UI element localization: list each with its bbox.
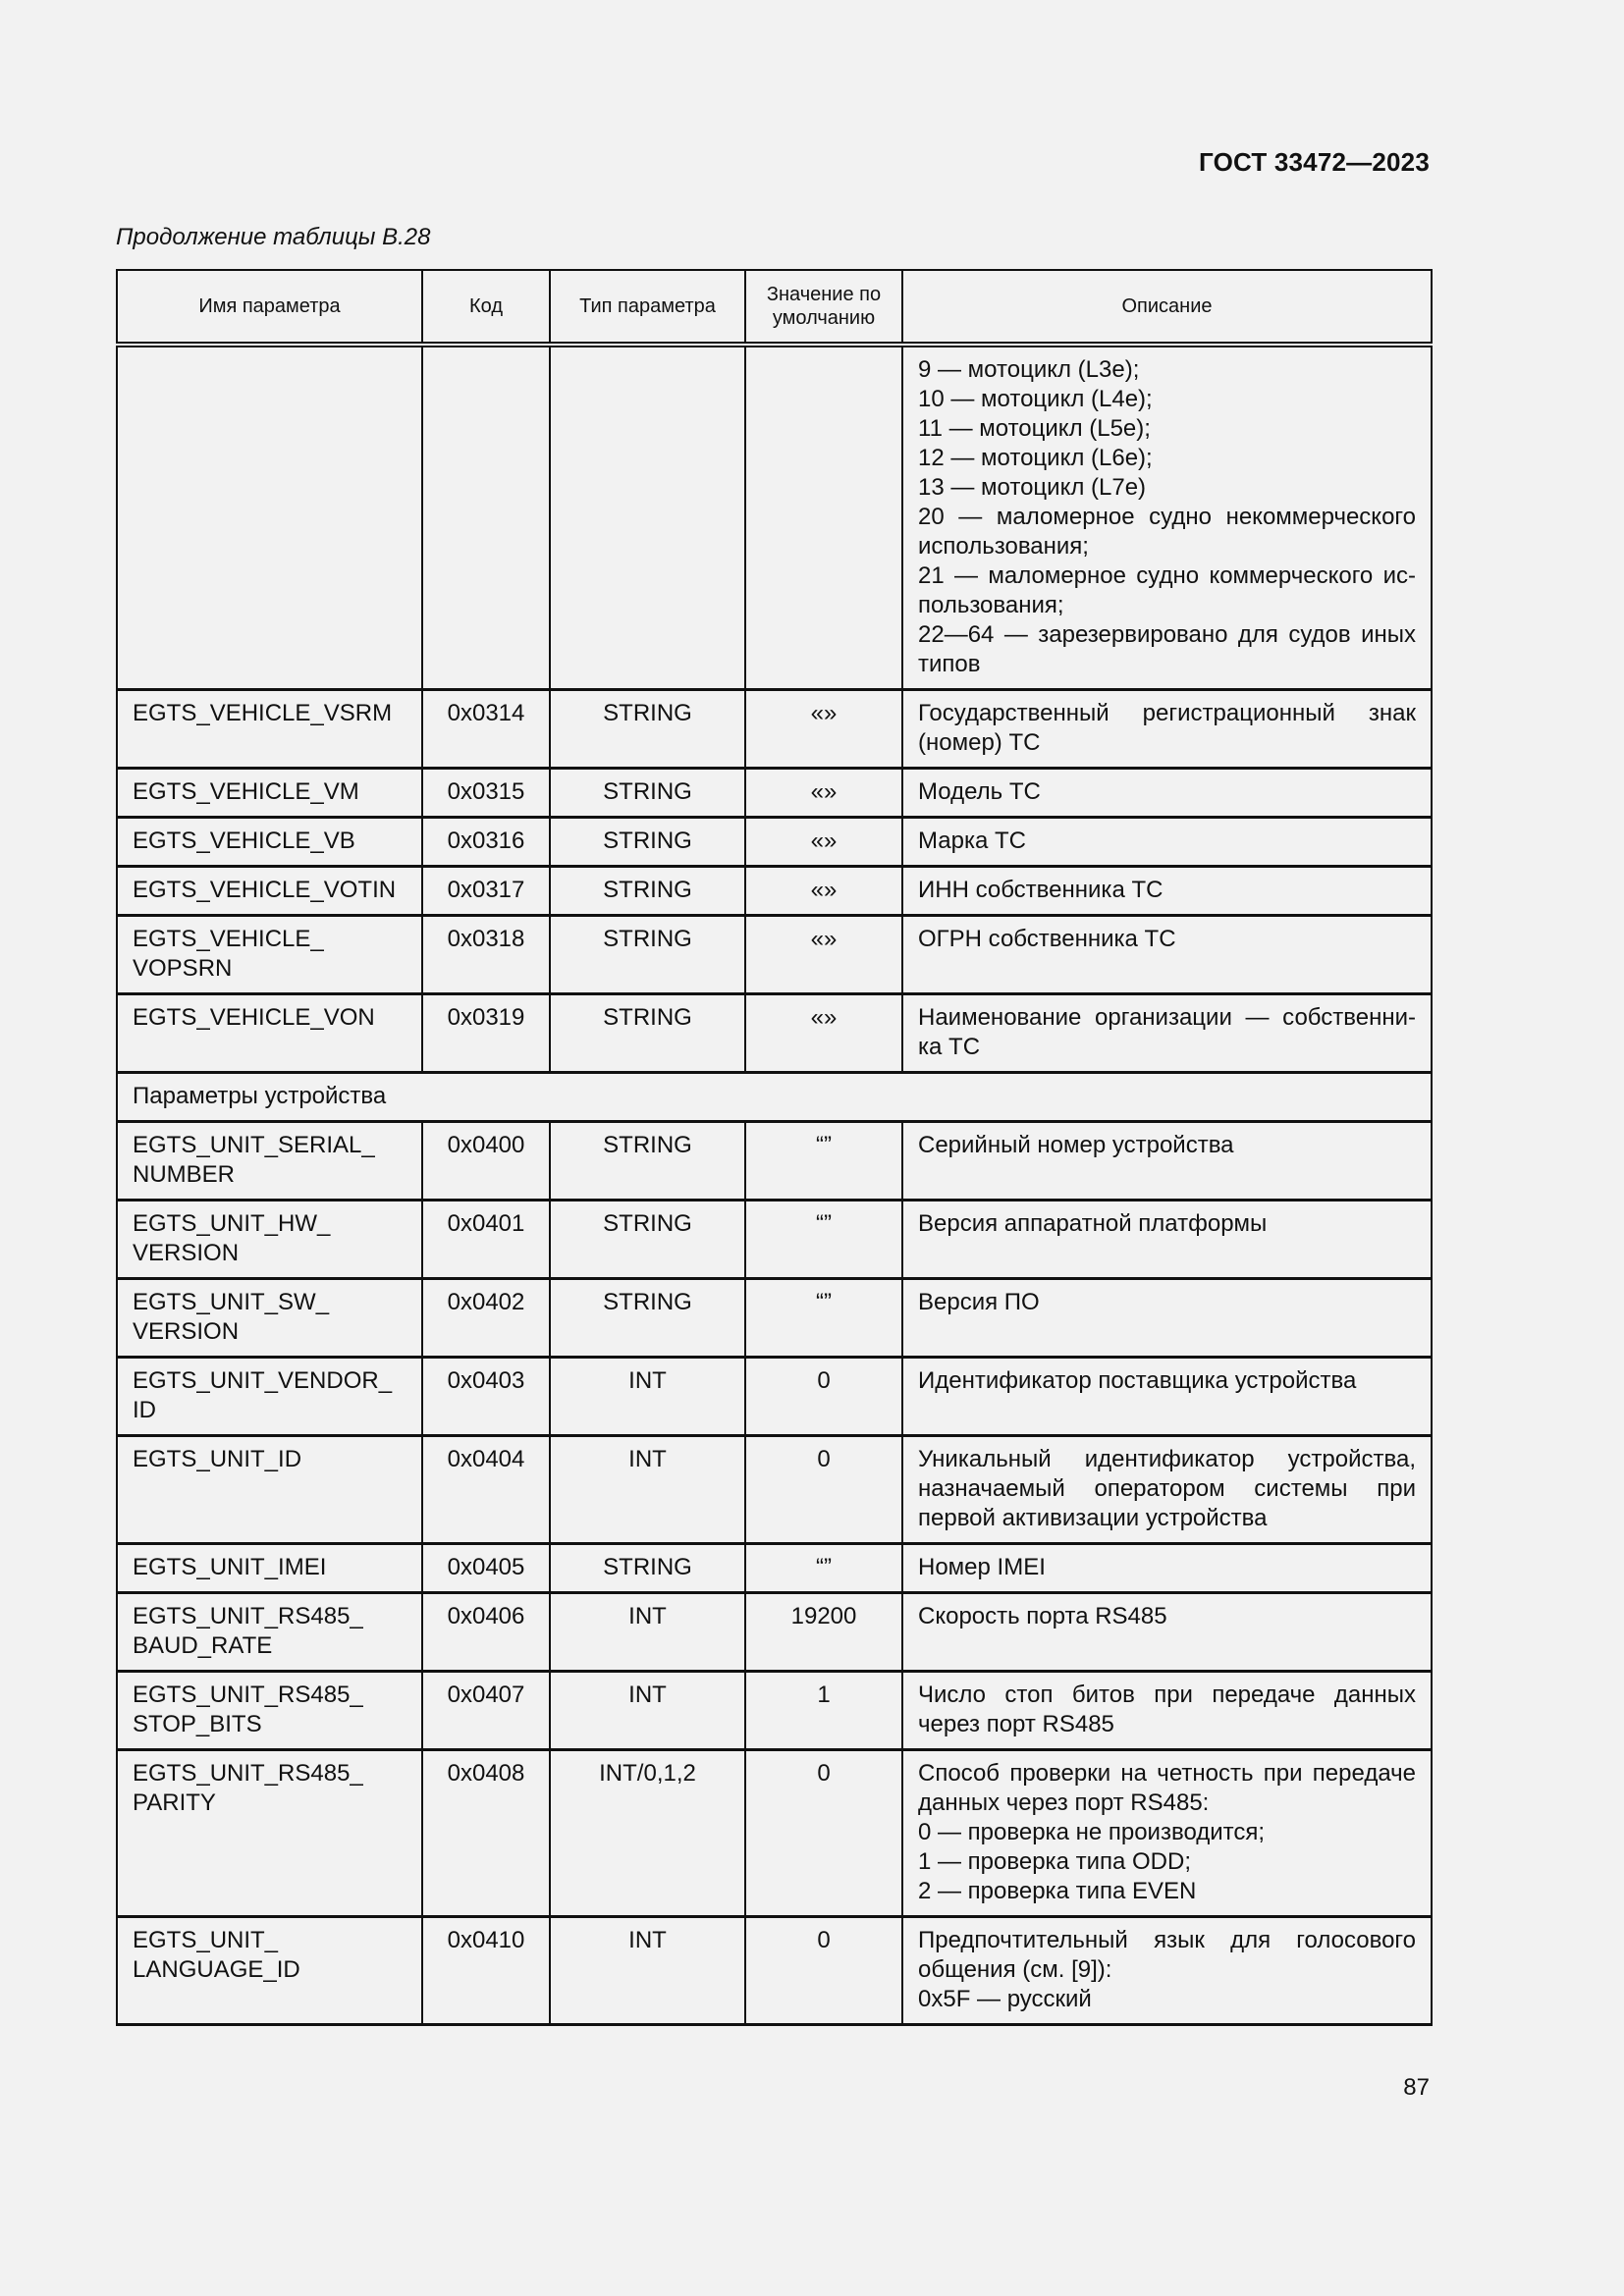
description-cell [902, 916, 1432, 994]
description-cell [902, 1122, 1432, 1201]
standard-number: ГОСТ 33472—2023 [1199, 147, 1430, 177]
description-line: 13 — мотоцикл (L7e) [918, 474, 1147, 501]
description-line: 11 — мотоцикл (L5e); [918, 415, 1151, 442]
default-value-cell: «» [745, 867, 902, 916]
description-cell [902, 1358, 1432, 1436]
param-type-cell: STRING [550, 916, 745, 994]
param-name-line: STOP_BITS [133, 1711, 262, 1737]
description-line: данных через порт RS485: [918, 1789, 1210, 1816]
description-line: 20 — маломерное судно некоммерческого [918, 504, 1416, 530]
param-name-cell [117, 1593, 422, 1672]
code-cell: 0x0316 [422, 818, 550, 867]
param-name-line: EGTS_UNIT_SERIAL_ [133, 1132, 375, 1158]
param-name-cell [117, 1672, 422, 1750]
param-name-cell [117, 1201, 422, 1279]
default-value-cell: “” [745, 1122, 902, 1201]
table-row [117, 690, 1432, 769]
description-cell [902, 1593, 1432, 1672]
description-line: Модель ТС [918, 778, 1041, 805]
param-name-line: PARITY [133, 1789, 216, 1816]
param-name-line: EGTS_UNIT_RS485_ [133, 1760, 363, 1787]
header-description: Описание [902, 270, 1432, 345]
default-value-cell: «» [745, 916, 902, 994]
param-type-cell: INT [550, 1358, 745, 1436]
code-cell: 0x0319 [422, 994, 550, 1073]
param-type-cell: STRING [550, 1544, 745, 1593]
code-cell: 0x0408 [422, 1750, 550, 1917]
table-row [117, 1436, 1432, 1544]
param-name-line: EGTS_VEHICLE_VSRM [133, 700, 393, 726]
table-row [117, 1201, 1432, 1279]
param-type-cell: STRING [550, 1279, 745, 1358]
description-cell [902, 994, 1432, 1073]
description-cell [902, 1201, 1432, 1279]
param-name-line: EGTS_UNIT_ [133, 1927, 279, 1953]
table-header-row [117, 270, 1432, 345]
default-value-cell: «» [745, 690, 902, 769]
param-name-cell [117, 994, 422, 1073]
default-value-cell: “” [745, 1544, 902, 1593]
default-value-cell: 0 [745, 1917, 902, 2025]
description-line: пользования; [918, 592, 1064, 618]
code-cell [422, 345, 550, 690]
description-line: использования; [918, 533, 1089, 560]
param-name-line: EGTS_VEHICLE_VOTIN [133, 877, 397, 903]
default-value-cell: 0 [745, 1750, 902, 1917]
description-cell [902, 769, 1432, 818]
description-line: Версия аппаратной платформы [918, 1210, 1268, 1237]
table-row [117, 1544, 1432, 1593]
param-name-line: EGTS_VEHICLE_VB [133, 828, 355, 854]
description-cell [902, 818, 1432, 867]
default-value-cell: «» [745, 994, 902, 1073]
description-line: 1 — проверка типа ODD; [918, 1848, 1192, 1875]
description-line: Марка ТС [918, 828, 1026, 854]
parameters-table [116, 269, 1433, 2026]
description-line: Номер IMEI [918, 1554, 1046, 1580]
description-cell [902, 345, 1432, 690]
description-cell [902, 867, 1432, 916]
param-type-cell: STRING [550, 994, 745, 1073]
description-line: Идентификатор поставщика устройства [918, 1367, 1357, 1394]
description-cell [902, 1279, 1432, 1358]
param-type-cell: STRING [550, 769, 745, 818]
header-default-value: Значение по умолчанию [745, 270, 902, 345]
param-name-line: EGTS_VEHICLE_VON [133, 1004, 375, 1031]
default-value-cell: “” [745, 1279, 902, 1358]
param-name-line: EGTS_VEHICLE_VM [133, 778, 359, 805]
table-row [117, 1279, 1432, 1358]
description-line: 22—64 — зарезервировано для судов иных [918, 621, 1416, 648]
code-cell: 0x0407 [422, 1672, 550, 1750]
table-row [117, 818, 1432, 867]
description-cell [902, 1750, 1432, 1917]
param-name-line: EGTS_UNIT_ID [133, 1446, 302, 1472]
default-value-cell: 0 [745, 1358, 902, 1436]
table-row [117, 994, 1432, 1073]
code-cell: 0x0402 [422, 1279, 550, 1358]
description-line: Государственный регистрационный знак [918, 700, 1416, 726]
param-name-line: EGTS_VEHICLE_ [133, 926, 324, 952]
description-line: Способ проверки на четность при передаче [918, 1760, 1416, 1787]
default-value-cell: “” [745, 1201, 902, 1279]
section-row [117, 1073, 1432, 1122]
param-type-cell: STRING [550, 1122, 745, 1201]
param-name-cell [117, 916, 422, 994]
table-row [117, 769, 1432, 818]
default-value-cell: «» [745, 769, 902, 818]
description-line: ОГРН собственника ТС [918, 926, 1176, 952]
param-name-cell [117, 1279, 422, 1358]
param-name-cell [117, 1917, 422, 2025]
param-type-cell: STRING [550, 867, 745, 916]
header-param-type: Тип параметра [550, 270, 745, 345]
description-line: 12 — мотоцикл (L6e); [918, 445, 1153, 471]
description-line: (номер) ТС [918, 729, 1041, 756]
code-cell: 0x0410 [422, 1917, 550, 2025]
param-type-cell: INT/0,1,2 [550, 1750, 745, 1917]
param-name-line: VERSION [133, 1240, 240, 1266]
description-cell [902, 1544, 1432, 1593]
param-type-cell: INT [550, 1593, 745, 1672]
param-type-cell: STRING [550, 690, 745, 769]
param-name-line: BAUD_RATE [133, 1632, 273, 1659]
description-line: назначаемый оператором системы при [918, 1475, 1416, 1502]
description-cell [902, 690, 1432, 769]
param-type-cell: INT [550, 1672, 745, 1750]
param-name-line: VERSION [133, 1318, 240, 1345]
param-type-cell: STRING [550, 818, 745, 867]
default-value-cell: 19200 [745, 1593, 902, 1672]
description-line: 21 — маломерное судно коммерческого ис- [918, 562, 1416, 589]
code-cell: 0x0401 [422, 1201, 550, 1279]
description-line: через порт RS485 [918, 1711, 1114, 1737]
section-title: Параметры устройства [117, 1073, 1432, 1122]
param-name-cell [117, 690, 422, 769]
table-row [117, 345, 1432, 690]
description-line: типов [918, 651, 981, 677]
param-name-line: LANGUAGE_ID [133, 1956, 300, 1983]
param-type-cell: INT [550, 1436, 745, 1544]
header-code: Код [422, 270, 550, 345]
description-cell [902, 1436, 1432, 1544]
description-line: ка ТС [918, 1034, 981, 1060]
code-cell: 0x0315 [422, 769, 550, 818]
param-name-line: VOPSRN [133, 955, 233, 982]
param-name-cell [117, 1358, 422, 1436]
param-name-line: EGTS_UNIT_VENDOR_ [133, 1367, 393, 1394]
param-type-cell [550, 345, 745, 690]
description-line: первой активизации устройства [918, 1505, 1268, 1531]
param-type-cell: INT [550, 1917, 745, 2025]
description-line: 0 — проверка не производится; [918, 1819, 1266, 1845]
description-line: Версия ПО [918, 1289, 1040, 1315]
table-row [117, 1917, 1432, 2025]
default-value-cell: 0 [745, 1436, 902, 1544]
description-line: 10 — мотоцикл (L4e); [918, 386, 1153, 412]
param-name-line: EGTS_UNIT_IMEI [133, 1554, 327, 1580]
code-cell: 0x0317 [422, 867, 550, 916]
param-name-line: EGTS_UNIT_RS485_ [133, 1682, 363, 1708]
param-name-line: ID [133, 1397, 156, 1423]
param-name-cell [117, 1750, 422, 1917]
param-name-cell [117, 1544, 422, 1593]
code-cell: 0x0400 [422, 1122, 550, 1201]
description-line: Предпочтительный язык для голосового [918, 1927, 1416, 1953]
default-value-cell: «» [745, 818, 902, 867]
param-name-line: EGTS_UNIT_HW_ [133, 1210, 331, 1237]
code-cell: 0x0314 [422, 690, 550, 769]
param-name-cell [117, 1122, 422, 1201]
description-line: Наименование организации — собственни- [918, 1004, 1416, 1031]
table-row [117, 1593, 1432, 1672]
table-row [117, 1358, 1432, 1436]
description-line: 2 — проверка типа EVEN [918, 1878, 1197, 1904]
page-number: 87 [1403, 2074, 1430, 2101]
table-row [117, 1122, 1432, 1201]
description-line: Серийный номер устройства [918, 1132, 1234, 1158]
param-name-cell [117, 867, 422, 916]
description-cell [902, 1672, 1432, 1750]
default-value-cell: 1 [745, 1672, 902, 1750]
description-line: 9 — мотоцикл (L3e); [918, 356, 1140, 383]
table-row [117, 1750, 1432, 1917]
code-cell: 0x0406 [422, 1593, 550, 1672]
description-line: Уникальный идентификатор устройства, [918, 1446, 1416, 1472]
description-line: Число стоп битов при передаче данных [918, 1682, 1416, 1708]
code-cell: 0x0318 [422, 916, 550, 994]
table-row [117, 916, 1432, 994]
description-line: Скорость порта RS485 [918, 1603, 1167, 1629]
description-line: 0x5F — русский [918, 1986, 1092, 2012]
param-name-line: NUMBER [133, 1161, 236, 1188]
description-line: ИНН собственника ТС [918, 877, 1164, 903]
default-value-cell [745, 345, 902, 690]
table-row [117, 867, 1432, 916]
param-name-cell [117, 1436, 422, 1544]
param-name-line: EGTS_UNIT_RS485_ [133, 1603, 363, 1629]
param-name-cell [117, 345, 422, 690]
param-type-cell: STRING [550, 1201, 745, 1279]
code-cell: 0x0404 [422, 1436, 550, 1544]
description-line: общения (см. [9]): [918, 1956, 1112, 1983]
code-cell: 0x0403 [422, 1358, 550, 1436]
description-cell [902, 1917, 1432, 2025]
code-cell: 0x0405 [422, 1544, 550, 1593]
param-name-cell [117, 818, 422, 867]
param-name-cell [117, 769, 422, 818]
table-caption: Продолжение таблицы В.28 [116, 224, 431, 250]
table-row [117, 1672, 1432, 1750]
param-name-line: EGTS_UNIT_SW_ [133, 1289, 330, 1315]
header-param-name: Имя параметра [117, 270, 422, 345]
